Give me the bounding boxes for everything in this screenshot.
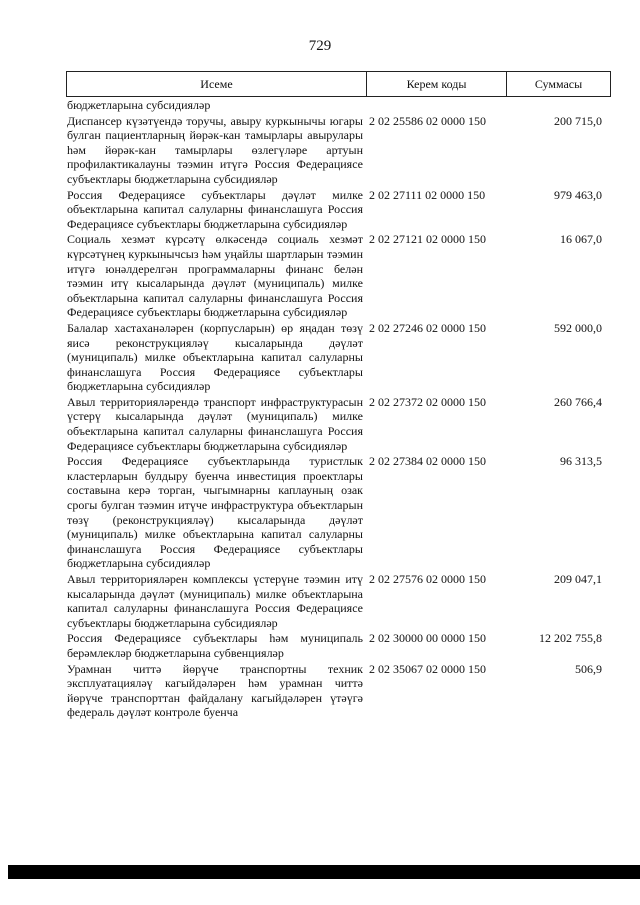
row-sum: 16 067,0 (560, 232, 602, 247)
row-name: Россия Федерациясе субъектлары дәүләт милке объектларына капитал салуларны финанслашуга Россия Федерациясе субъектлары бюджетларына субсидияләр (67, 187, 363, 231)
page-number: 729 (308, 38, 332, 54)
table-row (67, 395, 612, 453)
row-code: 2 02 27246 02 0000 150 (369, 320, 486, 335)
table-row (67, 321, 612, 394)
row-sum: 96 313,5 (560, 454, 602, 469)
table-body (67, 98, 612, 721)
table-row (67, 114, 612, 187)
table-row (67, 98, 612, 113)
row-code: 2 02 35067 02 0000 150 (369, 661, 486, 676)
row-name: Диспансер күзәтүендә торучы, авыру куркынычы югары булган пациентларның йөрәк-кан тамырлары авырулары һәм йөрәк-кан тамырлары өзлегүләре артуын профилактикалауны тәэмин итүгә Россия Федерациясе субъектлары бюджетларына субсидияләр (67, 113, 363, 186)
row-code: 2 02 27372 02 0000 150 (369, 394, 486, 409)
row-name: Авыл территорияләрендә транспорт инфраструктурасын үстерү кысаларында дәүләт (муниципаль) милке объектларына капитал салуларны финанслашуга Россия Федерациясе субъектлары бюджетларына субсидияләр (67, 394, 363, 453)
row-code: 2 02 30000 00 0000 150 (369, 631, 486, 646)
row-code: 2 02 27121 02 0000 150 (369, 232, 486, 247)
row-name: Россия Федерациясе субъектлары һәм муниципаль берәмлекләр бюджетларына субвенцияләр (67, 631, 363, 660)
table-row (67, 662, 612, 720)
row-sum: 979 463,0 (554, 187, 602, 202)
table-row (67, 631, 612, 660)
row-name: Авыл территорияләрен комплексы үстерүне тәэмин итү кысаларында дәүләт (муниципаль) милке объектларына капитал салуларны финанслашуга Россия Федерациясе субъектлары бюджетларына субсидияләр (67, 572, 363, 630)
row-name: Социаль хезмәт күрсәтү өлкәсендә социаль хезмәт күрсәтүнең куркынычсыз һәм уңайлы шартларын тәэмин итүгә юнәлдерелгән программаларны финанс белән тәэмин итү кысаларында дәүләт (муниципаль) милке объектларына капитал салуларны финанслашуга Россия Федерациясе субъектлары бюджетларына субсидияләр (67, 232, 363, 320)
row-sum: 260 766,4 (554, 394, 602, 409)
table-row (67, 572, 612, 630)
row-code: 2 02 27576 02 0000 150 (369, 572, 486, 586)
column-header-code: Керем коды (367, 72, 507, 96)
row-name: Урамнан читтә йөрүче транспортны техник эксплуатацияләү кагыйдәләрен һәм урамнан читтә йөрүче транспорттан файдалану кагыйдәләрен үтәүгә федераль дәүләт контроле буенча (67, 661, 363, 720)
table-row (67, 232, 612, 320)
row-code: 2 02 27111 02 0000 150 (369, 187, 486, 202)
table-row (67, 454, 612, 571)
row-sum: 506,9 (575, 661, 602, 676)
row-sum: 12 202 755,8 (539, 631, 602, 646)
table-header (66, 71, 611, 97)
row-code: 2 02 25586 02 0000 150 (369, 113, 486, 128)
row-sum: 209 047,1 (554, 572, 602, 586)
scan-edge-bar (8, 865, 640, 879)
row-sum: 200 715,0 (554, 113, 602, 128)
table-row (67, 188, 612, 232)
row-name: Россия Федерациясе субъектларында туристлык кластерларын булдыру буенча инвестиция проектлары составына керә торган, чыгымнарны каплауның озак срогы булган тәэмин итүче инфраструктура объектларын төзү (реконструкцияләү) кысаларында дәүләт (муниципаль) милке объектларына капитал салуларны финанслашуга Россия Федерациясе субъектлары бюджетларына субсидияләр (67, 454, 363, 571)
row-sum: 592 000,0 (554, 320, 602, 335)
column-header-name: Исеме (67, 72, 367, 96)
row-name: Балалар хастаханәләрен (корпусларын) өр яңадан төзү яисә реконструкцияләү кысаларында дәүләт (муниципаль) милке объектларына капитал салуларны финанслашуга Россия Федерациясе субъектлары бюджетларына субсидияләр (67, 320, 363, 394)
column-header-sum: Суммасы (534, 76, 583, 91)
row-code: 2 02 27384 02 0000 150 (369, 454, 486, 469)
row-name: бюджетларына субсидияләр (67, 98, 211, 112)
